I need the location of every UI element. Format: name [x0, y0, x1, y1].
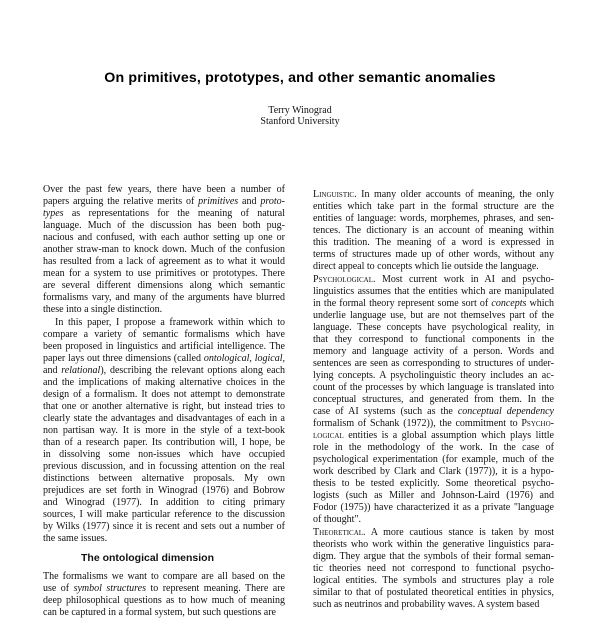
text-line: underlie language use, but are not themselves part of the — [313, 310, 554, 321]
text-line: than of a research paper. Its contribution will, I hope, be — [43, 437, 285, 448]
paragraph — [313, 189, 554, 273]
text-line: Over the past few years, there have been a number of — [43, 184, 285, 195]
text-line: by Wilks (1977) since it is recent and sets out a number of — [43, 521, 285, 532]
text-line: sources, I will make particular reference to the discussion — [43, 509, 285, 520]
text-line: non partisan way. It is more in the style of a text-book — [43, 425, 285, 436]
text-line: tic theories need not correspond to functional psycho- — [313, 563, 554, 574]
text-line: compare a variety of semantic formalisms which have — [43, 329, 285, 340]
author-block — [0, 105, 600, 127]
text-line: formalisms vary, and many of the arguments have blurred — [43, 292, 285, 303]
text-line: role in the methodology of the work. In the case of — [313, 442, 554, 453]
italic-text: proto- — [260, 196, 285, 207]
text-line: language. These concepts have psychological reality, in — [313, 322, 554, 333]
text-line: another straw-man to knock down. Much of the confusion — [43, 244, 285, 255]
text-line: can be captured in a formal system, but such questions are — [43, 607, 276, 618]
paragraph — [313, 274, 554, 526]
small-caps-text: Psychological — [313, 274, 374, 285]
text-line: use of symbol structures to represent meaning. There are — [43, 583, 285, 594]
right-column — [313, 189, 554, 612]
text-line: and Winograd (1977). In addition to citing primary — [43, 497, 285, 508]
text-line: language. Much of the discussion has been both pug- — [43, 220, 285, 231]
text-line: that one or another alternative is right, but instead tries to — [43, 401, 285, 412]
text-line: of thought". — [313, 514, 361, 525]
small-caps-text: Theoretical — [313, 527, 364, 538]
text-line: in dissolving some non-issues which have occupied — [43, 449, 285, 460]
text-line: and relational), describing the relevant options along each — [43, 365, 285, 376]
text-line: digm. They argue that the symbols of their formal seman- — [313, 551, 554, 562]
paragraph — [43, 184, 285, 316]
text-line: design of a formalism. It does not attempt to demonstrate — [43, 389, 285, 400]
text-line: been proposed in linguistics and artificial intelligence. The — [43, 341, 285, 352]
text-line: logical entities. The symbols and structures play a role — [313, 575, 554, 586]
paper-title: On primitives, prototypes, and other semantic anomalies — [104, 70, 496, 86]
text-line: memory and language activity of a person. Words and — [313, 346, 554, 357]
italic-text: types — [43, 208, 64, 219]
text-line: psychological experimentation (for example, much of the — [313, 454, 554, 465]
text-line: In this paper, I propose a framework within which to — [55, 317, 285, 328]
text-line: direct appeal to concepts which lie outside the language. — [313, 261, 539, 272]
author-name: Terry Winograd — [268, 105, 332, 116]
paragraph — [313, 527, 554, 611]
text-line: linguistics assumes that the entities which are manipulated — [313, 286, 554, 297]
text-line: logists (such as Miller and Johnson-Laird (1976) and — [313, 490, 554, 501]
text-line: The formalisms we want to compare are all based on the — [43, 571, 285, 582]
text-line: Linguistic. In many older accounts of meaning, the only — [313, 189, 554, 200]
text-line: prejudices are set forth in Winograd (1976) and Bobrow — [43, 485, 285, 496]
text-line: Theoretical. A more cautious stance is taken by most — [313, 527, 554, 538]
text-line: distinctions between alternative proposals. My own — [43, 473, 285, 484]
text-line: these into a single distinction. — [43, 304, 163, 315]
italic-text: primitives — [198, 196, 239, 207]
small-caps-text: Linguistic — [313, 189, 355, 200]
left-column — [43, 184, 285, 620]
text-line: count of the processes by which language is translated into — [313, 382, 554, 393]
author-affiliation: Stanford University — [260, 116, 340, 127]
text-line: this tradition. The meaning of a word is expressed in — [313, 237, 554, 248]
paragraph — [43, 571, 285, 619]
text-line: entities of language: words, morphemes, phrases, and sen- — [313, 213, 554, 224]
text-line: lying concepts. A psycholinguistic theory includes an ac- — [313, 370, 554, 381]
text-line: case of AI systems (such as the conceptual dependency — [313, 406, 554, 417]
italic-text: relational — [61, 365, 101, 376]
text-line: papers arguing the relative merits of primitives and proto- — [43, 196, 285, 207]
section-heading: The ontological dimension — [81, 552, 215, 564]
italic-text: conceptual dependency — [457, 406, 554, 417]
text-line: theorists who work within the generative linguistics para- — [313, 539, 554, 550]
text-line: the same issues. — [43, 533, 108, 544]
italic-text: ontological, logical, — [203, 353, 286, 364]
text-line: logical entities is a global assumption which plays little — [313, 430, 554, 441]
text-line: Fodor (1975)) have characterized it as a private "language — [313, 502, 554, 513]
text-line: and the implications of making alternative choices in the — [43, 377, 285, 388]
text-line: terms of structures made up of other words, without any — [313, 249, 554, 260]
text-line: that they correspond to functional components in the — [313, 334, 554, 345]
text-line: such as neutrinos and probability waves. A system based — [313, 599, 540, 610]
text-line: types as representations for the meaning of natural — [43, 208, 285, 219]
text-line: formalism of Schank (1972)), the commitment to Psycho- — [313, 418, 554, 429]
text-line: paper lays out three dimensions (called ontological, logical, — [43, 353, 286, 364]
paragraph — [43, 317, 285, 545]
text-line: Psychological. Most current work in AI and psycho- — [313, 274, 554, 285]
text-line: thesis to be tested explicitly. Some theoretical psycho- — [313, 478, 554, 489]
text-line: work described by Clark and Clark (1977)), it is a hypo- — [313, 466, 554, 477]
text-line: entities which take part in the formal structure are the — [313, 201, 554, 212]
text-line: nacious and confused, with each author setting up one or — [43, 232, 285, 243]
text-line: conceptual structures, and generated from them. In the — [313, 394, 554, 405]
text-line: sentences are seen as corresponding to structures of under- — [313, 358, 554, 369]
text-line: clearly state the advantages and disadvantages of each in a — [43, 413, 285, 424]
text-line: previous discussion, and in focussing attention on the real — [43, 461, 285, 472]
small-caps-text: logical — [313, 430, 344, 441]
text-line: deep philosophical questions as to how much of meaning — [43, 595, 285, 606]
text-line: similar to that of postulated theoretical entities in physics, — [313, 587, 554, 598]
italic-text: symbol structures — [73, 583, 146, 594]
text-line: mean for a system to use primitives or prototypes. There — [43, 268, 285, 279]
text-line: in the formal theory represent some sort of concepts which — [313, 298, 554, 309]
italic-text: concepts — [491, 298, 527, 309]
text-line: has resulted from a lack of agreement as to what it would — [43, 256, 285, 267]
text-line: tences. The dictionary is an account of meaning within — [313, 225, 554, 236]
small-caps-text: Psycho- — [521, 418, 554, 429]
text-line: are several different dimensions along which semantic — [43, 280, 285, 291]
